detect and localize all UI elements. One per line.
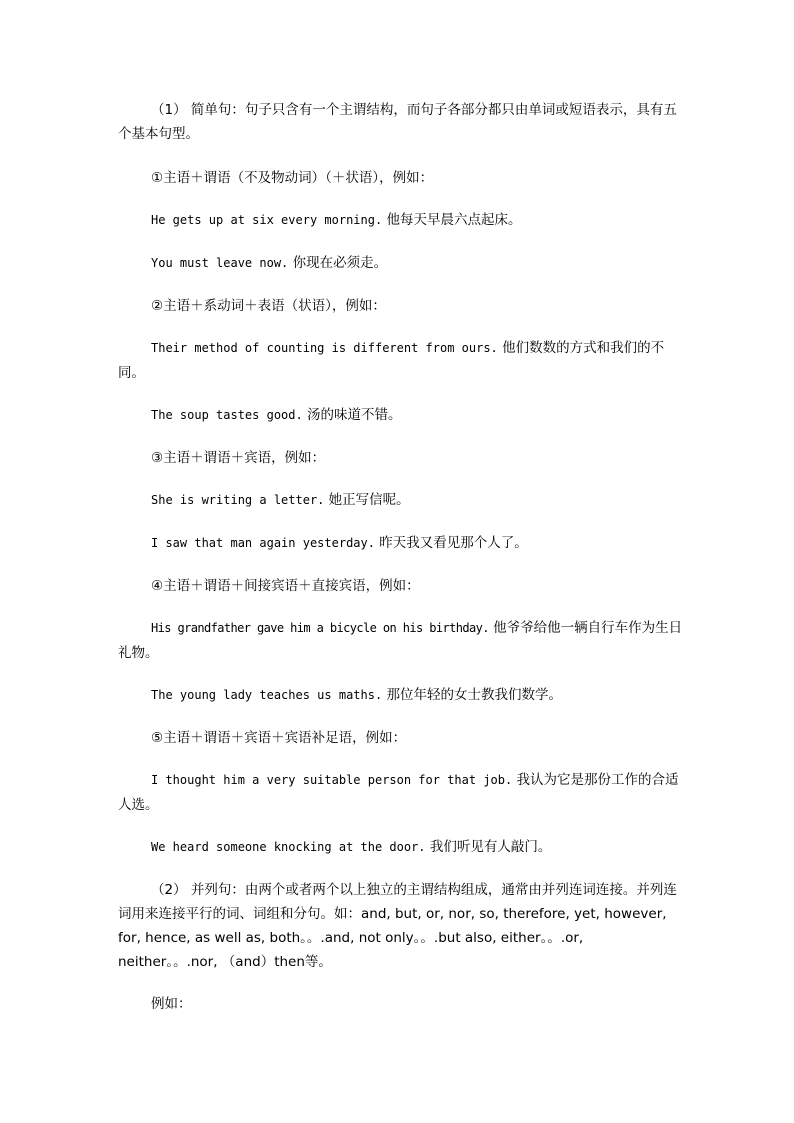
example-sentence [118,531,683,556]
example-chinese: 你现在必须走。 [288,255,388,271]
paragraph-example-lead [118,992,683,1016]
paragraph-pattern-4 [118,574,683,598]
example-chinese: 我认为它是那份工作的合适人选。 [118,772,679,813]
example-chinese: 昨天我又看见那个人了。 [374,535,528,551]
paragraph-text: ⑤主语＋谓语＋宾语＋宾语补足语，例如： [151,730,407,746]
example-sentence [118,403,683,428]
paragraph-text: ②主语＋系动词＋表语（状语），例如： [151,298,386,314]
example-english: I thought him a very suitable person for that job. [151,773,513,787]
example-sentence [118,683,683,708]
paragraph-text: 例如： [151,996,192,1012]
example-english: She is writing a letter. [151,493,325,507]
example-chinese: 他爷爷给他一辆自行车作为生日礼物。 [118,620,683,661]
example-english: The young lady teaches us maths. [151,688,383,702]
paragraph-text: （1） 简单句：句子只含有一个主谓结构，而句子各部分都只由单词或短语表示，具有五个基本句型。 [118,102,677,142]
example-sentence [118,835,683,860]
paragraph-text: ①主语＋谓语（不及物动词）（＋状语），例如： [151,170,434,186]
paragraph-pattern-5 [118,726,683,750]
paragraph-compound-sentence-intro [118,878,683,974]
paragraph-pattern-2 [118,294,683,318]
paragraph-text: ④主语＋谓语＋间接宾语＋直接宾语，例如： [151,578,420,594]
example-sentence [118,208,683,233]
example-chinese: 他们数数的方式和我们的不同。 [118,340,665,381]
example-chinese: 她正写信呢。 [324,492,410,508]
example-chinese: 那位年轻的女士教我们数学。 [382,687,562,703]
example-chinese: 汤的味道不错。 [302,407,402,423]
example-sentence [118,616,683,666]
example-sentence [118,336,683,386]
paragraph-simple-sentence-intro [118,98,683,146]
paragraph-text: ③主语＋谓语＋宾语，例如： [151,450,326,466]
paragraph-pattern-1 [118,166,683,190]
example-chinese: 他每天早晨六点起床。 [382,212,522,228]
example-english: His grandfather gave him a bicycle on his birthday. [151,621,489,635]
example-sentence [118,488,683,513]
example-chinese: 我们听见有人敲门。 [425,839,552,855]
paragraph-text: （2） 并列句：由两个或者两个以上独立的主谓结构组成，通常由并列连词连接。并列连词用来连接平行的词、词组和分句。如：and, but, or, nor, so, therefore, yet, however, for, hence, as well as, both。。.and, not only。。.but also, either。。.or, neither。。.nor, （and）then等。 [118,882,677,970]
example-sentence [118,768,683,818]
example-english: You must leave now. [151,256,289,270]
paragraph-pattern-3 [118,446,683,470]
example-english: The soup tastes good. [151,408,303,422]
example-english: He gets up at six every morning. [151,213,383,227]
example-sentence [118,251,683,276]
example-english: Their method of counting is different from ours. [151,341,498,355]
example-english: I saw that man again yesterday. [151,536,375,550]
example-english: We heard someone knocking at the door. [151,840,426,854]
